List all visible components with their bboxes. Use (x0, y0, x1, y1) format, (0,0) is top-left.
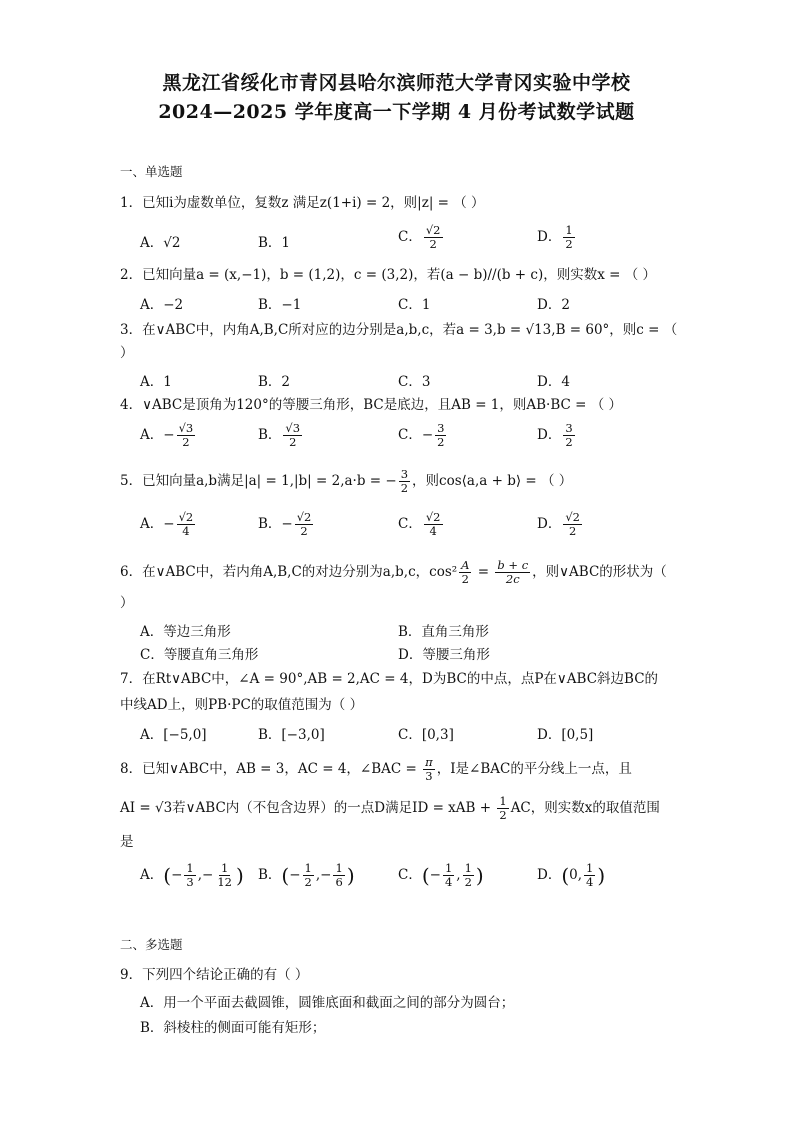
q6-option-d: D．等腰三角形 (398, 647, 490, 663)
q4-option-b (258, 422, 304, 449)
q8-option-c-label: C． (398, 867, 422, 883)
q1-option-c-label: C． (398, 229, 422, 245)
fraction-denominator: 2 (464, 875, 472, 889)
q8-option-b-sign: − (289, 867, 301, 883)
left-paren: ( (281, 863, 290, 888)
q5-option-a (140, 511, 197, 538)
q5-option-a-fraction (177, 511, 196, 538)
q8-option-c-sep: , (456, 867, 461, 883)
exam-title-line1: 黑龙江省绥化市青冈县哈尔滨师范大学青冈实验中学校 (162, 72, 631, 94)
q8-option-a-sign: − (171, 867, 183, 883)
q3-option-b: B．2 (258, 374, 291, 390)
q2-option-a: A．−2 (140, 297, 184, 313)
right-paren: ) (597, 863, 606, 888)
right-paren: ) (475, 863, 484, 888)
q6-fraction-sides (495, 559, 530, 586)
q8-option-c-fraction1 (443, 862, 454, 889)
fraction-denominator: 4 (586, 875, 594, 889)
q5-option-a-label: A．− (140, 516, 175, 532)
fraction-denominator: 2 (499, 808, 507, 822)
q4-option-d-fraction (563, 422, 574, 449)
q4-option-d-label: D． (537, 427, 562, 443)
q8-option-a-sep: ,− (197, 867, 214, 883)
q8-option-a-fraction2 (215, 862, 234, 889)
q8-option-b-fraction1 (303, 862, 314, 889)
q6-option-c: C．等腰直角三角形 (140, 647, 259, 663)
q5-option-b-fraction (295, 511, 314, 538)
fraction-denominator: 2c (505, 572, 520, 586)
fraction-denominator: 2 (568, 524, 577, 538)
question-8-line1 (120, 756, 680, 783)
q8-fraction-half (497, 795, 508, 822)
fraction-numerator: 3 (565, 421, 573, 435)
q4-option-a-fraction (177, 422, 196, 449)
fraction-numerator: 1 (335, 861, 343, 875)
fraction-denominator: 2 (461, 572, 469, 586)
question-8-line2 (120, 795, 680, 822)
question-2: 2．已知向量a = (x,−1)，b = (1,2)，c = (3,2)，若(a − b)//(b + c)，则实数x = （ ） (120, 267, 657, 283)
fraction-numerator: 3 (400, 467, 409, 481)
q7-option-c: C．[0,3] (398, 727, 454, 743)
q2-option-b: B．−1 (258, 297, 302, 313)
q8-fraction-pi-3 (423, 756, 435, 783)
q4-option-c-fraction (435, 422, 446, 449)
fraction-denominator: 3 (425, 769, 433, 783)
question-3: 3．在∨ABC中，内角A,B,C所对应的边分别是a,b,c，若a = 3,b = √13,B = 60°，则c = （ (120, 322, 678, 338)
q5-option-c (398, 511, 445, 538)
q9-option-b: B．斜棱柱的侧面可能有矩形； (140, 1020, 326, 1036)
left-paren: ( (561, 863, 570, 888)
q8-option-a-fraction1 (184, 862, 195, 889)
fraction-numerator: √3 (178, 421, 194, 435)
q4-option-b-fraction (283, 422, 302, 449)
q1-option-d-label: D． (537, 229, 562, 245)
q4-option-c (398, 422, 448, 449)
fraction-numerator: π (425, 755, 433, 769)
fraction-numerator: √3 (285, 421, 301, 435)
fraction-denominator: 2 (289, 435, 297, 449)
left-paren: ( (163, 863, 172, 888)
q1-option-d-fraction (563, 224, 574, 251)
question-5 (120, 468, 680, 495)
fraction-numerator: √2 (425, 223, 441, 237)
q3-option-c: C．3 (398, 374, 431, 390)
section-heading-single-choice: 一、单选题 (120, 164, 183, 179)
question-8-line3: 是 (120, 834, 134, 850)
exam-title-line2: 2024—2025 学年度高一下学期 4 月份考试数学试题 (158, 101, 635, 123)
fraction-denominator: 2 (565, 435, 573, 449)
q5-option-c-label: C． (398, 516, 422, 532)
fraction-denominator: 4 (429, 524, 437, 538)
question-1: 1．已知i为虚数单位，复数z 满足z(1+i) = 2，则|z| = （ ） (120, 195, 485, 211)
fraction-denominator: 6 (335, 875, 343, 889)
fraction-denominator: 2 (304, 875, 312, 889)
q1-option-c-fraction (424, 224, 443, 251)
fraction-numerator: 1 (304, 861, 312, 875)
q8-option-a-label: A． (140, 867, 164, 883)
q6-stem-part2: ，则∨ABC的形状为（ (532, 564, 667, 580)
q2-option-c: C．1 (398, 297, 431, 313)
q1-option-b: B．1 (258, 235, 291, 251)
q6-option-b: B．直角三角形 (398, 624, 489, 640)
q4-option-c-label: C．− (398, 427, 434, 443)
fraction-numerator: A (461, 558, 470, 572)
q4-option-a-label: A．− (140, 427, 175, 443)
q9-option-a: A．用一个平面去截圆锥，圆锥底面和截面之间的部分为圆台； (140, 995, 515, 1011)
fraction-numerator: 1 (586, 861, 594, 875)
q2-option-d: D．2 (537, 297, 570, 313)
q5-option-d (537, 511, 584, 538)
q8-option-b-fraction2 (333, 862, 344, 889)
right-paren: ) (346, 863, 355, 888)
q8-line1-part2: ，I是∠BAC的平分线上一点，且 (436, 761, 632, 777)
section-heading-multiple-choice: 二、多选题 (120, 937, 183, 952)
fraction-numerator: 1 (444, 861, 453, 875)
fraction-denominator: 2 (182, 435, 190, 449)
q8-option-a (140, 862, 244, 889)
question-7-line1: 7．在Rt∨ABC中，∠A = 90°,AB = 2,AC = 4，D为BC的中点，点P在∨ABC斜边BC的 (120, 671, 659, 687)
q4-option-d (537, 422, 577, 449)
q7-option-d: D．[0,5] (537, 727, 594, 743)
fraction-numerator: 3 (437, 421, 445, 435)
fraction-denominator: 4 (182, 524, 190, 538)
fraction-denominator: 2 (300, 524, 308, 538)
q1-option-d (537, 224, 577, 251)
q8-option-c-fraction2 (463, 862, 474, 889)
fraction-numerator: 1 (186, 861, 194, 875)
q8-option-b (258, 862, 355, 889)
q6-option-a: A．等边三角形 (140, 624, 231, 640)
q5-option-c-fraction (424, 511, 443, 538)
q8-line1-part1: 8．已知∨ABC中，AB = 3，AC = 4，∠BAC = (120, 761, 422, 777)
q4-option-b-label: B． (258, 427, 282, 443)
q8-line2-part2: AC，则实数x的取值范围 (510, 800, 660, 816)
q8-option-b-label: B． (258, 867, 282, 883)
fraction-denominator: 2 (565, 237, 573, 251)
fraction-numerator: b + c (497, 558, 529, 572)
q8-line2-part1: AI = √3若∨ABC内（不包含边界）的一点D满足ID = xAB + (120, 800, 496, 816)
fraction-denominator: 4 (444, 875, 453, 889)
question-3-continued: ） (120, 345, 134, 361)
q8-option-d (537, 862, 605, 889)
fraction-denominator: 3 (186, 875, 194, 889)
q7-option-a: A．[−5,0] (140, 727, 207, 743)
fraction-numerator: √2 (178, 510, 194, 524)
fraction-numerator: 1 (464, 861, 472, 875)
fraction-numerator: √2 (565, 510, 580, 524)
fraction-numerator: 1 (220, 861, 229, 875)
q8-option-d-start: 0, (569, 867, 583, 883)
fraction-numerator: 1 (499, 794, 507, 808)
q3-option-a: A．1 (140, 374, 172, 390)
fraction-numerator: √2 (296, 510, 312, 524)
q8-option-d-fraction (584, 862, 595, 889)
q5-option-b (258, 511, 315, 538)
q5-option-d-fraction (563, 511, 582, 538)
question-4: 4．∨ABC是顶角为120°的等腰三角形，BC是底边，且AB = 1，则AB·BC = （ ） (120, 397, 623, 413)
fraction-denominator: 2 (429, 237, 437, 251)
q8-option-c (398, 862, 484, 889)
q1-option-a: A．√2 (140, 235, 181, 251)
q5-option-d-label: D． (537, 516, 562, 532)
question-6-continued: ） (120, 595, 134, 611)
fraction-numerator: √2 (425, 510, 441, 524)
q8-option-b-sep: ,− (315, 867, 332, 883)
fraction-denominator: 12 (217, 875, 232, 889)
question-7-line2: 中线AD上，则PB·PC的取值范围为（ ） (120, 697, 364, 713)
fraction-denominator: 2 (400, 481, 409, 495)
fraction-numerator: 1 (565, 223, 573, 237)
q5-stem-part2: ，则cos⟨a,a + b⟩ = （ ） (412, 473, 573, 489)
q8-option-c-sign: − (429, 867, 441, 883)
right-paren: ) (235, 863, 244, 888)
q7-option-b: B．[−3,0] (258, 727, 325, 743)
q6-stem-part1: 6．在∨ABC中，若内角A,B,C的对边分别为a,b,c，cos² (120, 564, 458, 580)
question-9: 9．下列四个结论正确的有（ ） (120, 967, 309, 983)
q5-stem-part1: 5．已知向量a,b满足|a| = 1,|b| = 2,a·b = − (120, 473, 397, 489)
q6-equals: = (473, 564, 494, 580)
left-paren: ( (421, 863, 430, 888)
q6-fraction-half-a (459, 559, 471, 586)
question-6 (120, 559, 680, 586)
q5-stem-fraction (399, 468, 410, 495)
fraction-denominator: 2 (437, 435, 445, 449)
q8-option-d-label: D． (537, 867, 562, 883)
q4-option-a (140, 422, 197, 449)
q3-option-d: D．4 (537, 374, 570, 390)
q5-option-b-label: B．− (258, 516, 293, 532)
q1-option-c (398, 224, 445, 251)
